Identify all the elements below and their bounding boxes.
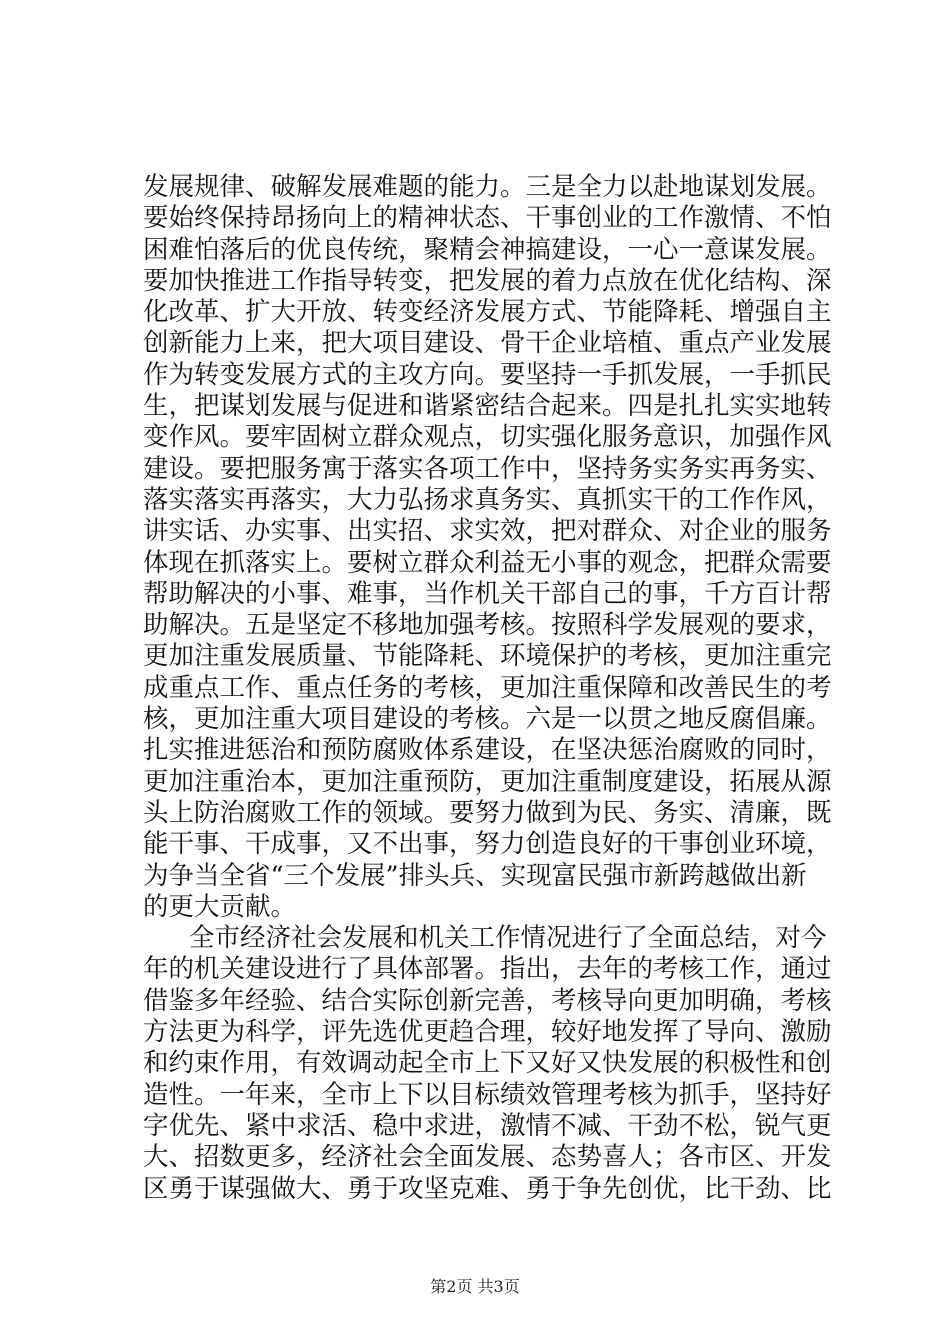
paragraph [143,923,833,1205]
text-line: 更加注重发展质量、节能降耗、环境保护的考核，更加注重完 [143,641,832,672]
text-line: 扎实推进惩治和预防腐败体系建设，在坚决惩治腐败的同时， [143,735,832,766]
text-line: 困难怕落后的优良传统，聚精会神搞建设，一心一意谋发展。 [143,234,832,265]
text-line: 作为转变发展方式的主攻方向。要坚持一手抓发展，一手抓民 [143,359,832,390]
body-text [143,172,833,1205]
text-line: 帮助解决的小事、难事，当作机关干部自己的事，千方百计帮 [143,578,832,609]
text-line: 要始终保持昂扬向上的精神状态、干事创业的工作激情、不怕 [143,203,832,234]
text-line: 借鉴多年经验、结合实际创新完善，考核导向更加明确，考核 [143,985,832,1016]
text-line: 变作风。要牢固树立群众观点，切实强化服务意识，加强作风 [143,422,832,453]
text-line: 化改革、扩大开放、转变经济发展方式、节能降耗、增强自主 [143,297,832,328]
text-line: 区勇于谋强做大、勇于攻坚克难、勇于争先创优，比干劲、比 [143,1173,832,1204]
text-line: 的更大贡献。 [143,891,297,922]
text-line: 能干事、干成事，又不出事，努力创造良好的干事创业环境， [143,829,832,860]
text-line: 核，更加注重大项目建设的考核。六是一以贯之地反腐倡廉。 [143,704,832,735]
text-line: 方法更为科学，评先选优更趋合理，较好地发挥了导向、激励 [143,1017,832,1048]
text-line: 全市经济社会发展和机关工作情况进行了全面总结，对今 [189,923,827,954]
text-line: 创新能力上来，把大项目建设、骨干企业培植、重点产业发展 [143,328,832,359]
text-line: 年的机关建设进行了具体部署。指出，去年的考核工作，通过 [143,954,832,985]
text-line: 头上防治腐败工作的领域。要努力做到为民、务实、清廉，既 [143,797,832,828]
text-line: 成重点工作、重点任务的考核，更加注重保障和改善民生的考 [143,672,832,703]
text-line: 建设。要把服务寓于落实各项工作中，坚持务实务实再务实、 [143,453,832,484]
text-line: 造性。一年来，全市上下以目标绩效管理考核为抓手，坚持好 [143,1079,832,1110]
text-line: 更加注重治本，更加注重预防，更加注重制度建设，拓展从源 [143,766,832,797]
text-line: 为争当全省“三个发展”排头兵、实现富民强市新跨越做出新 [143,860,807,891]
text-line: 落实落实再落实，大力弘扬求真务实、真抓实干的工作作风， [143,484,832,515]
text-line: 和约束作用，有效调动起全市上下又好又快发展的积极性和创 [143,1048,832,1079]
text-line: 助解决。五是坚定不移地加强考核。按照科学发展观的要求， [143,610,832,641]
paragraph [143,172,833,923]
text-line: 体现在抓落实上。要树立群众利益无小事的观念，把群众需要 [143,547,832,578]
text-line: 字优先、紧中求活、稳中求进，激情不减、干劲不松，锐气更 [143,1110,832,1141]
page-footer: 第2页 共3页 [430,1277,520,1296]
text-line: 生，把谋划发展与促进和谐紧密结合起来。四是扎扎实实地转 [143,391,832,422]
text-line: 要加快推进工作指导转变，把发展的着力点放在优化结构、深 [143,265,832,296]
text-line: 讲实话、办实事、出实招、求实效，把对群众、对企业的服务 [143,516,832,547]
text-line: 大、招数更多，经济社会全面发展、态势喜人；各市区、开发 [143,1142,832,1173]
text-line: 发展规律、破解发展难题的能力。三是全力以赴地谋划发展。 [143,172,832,202]
